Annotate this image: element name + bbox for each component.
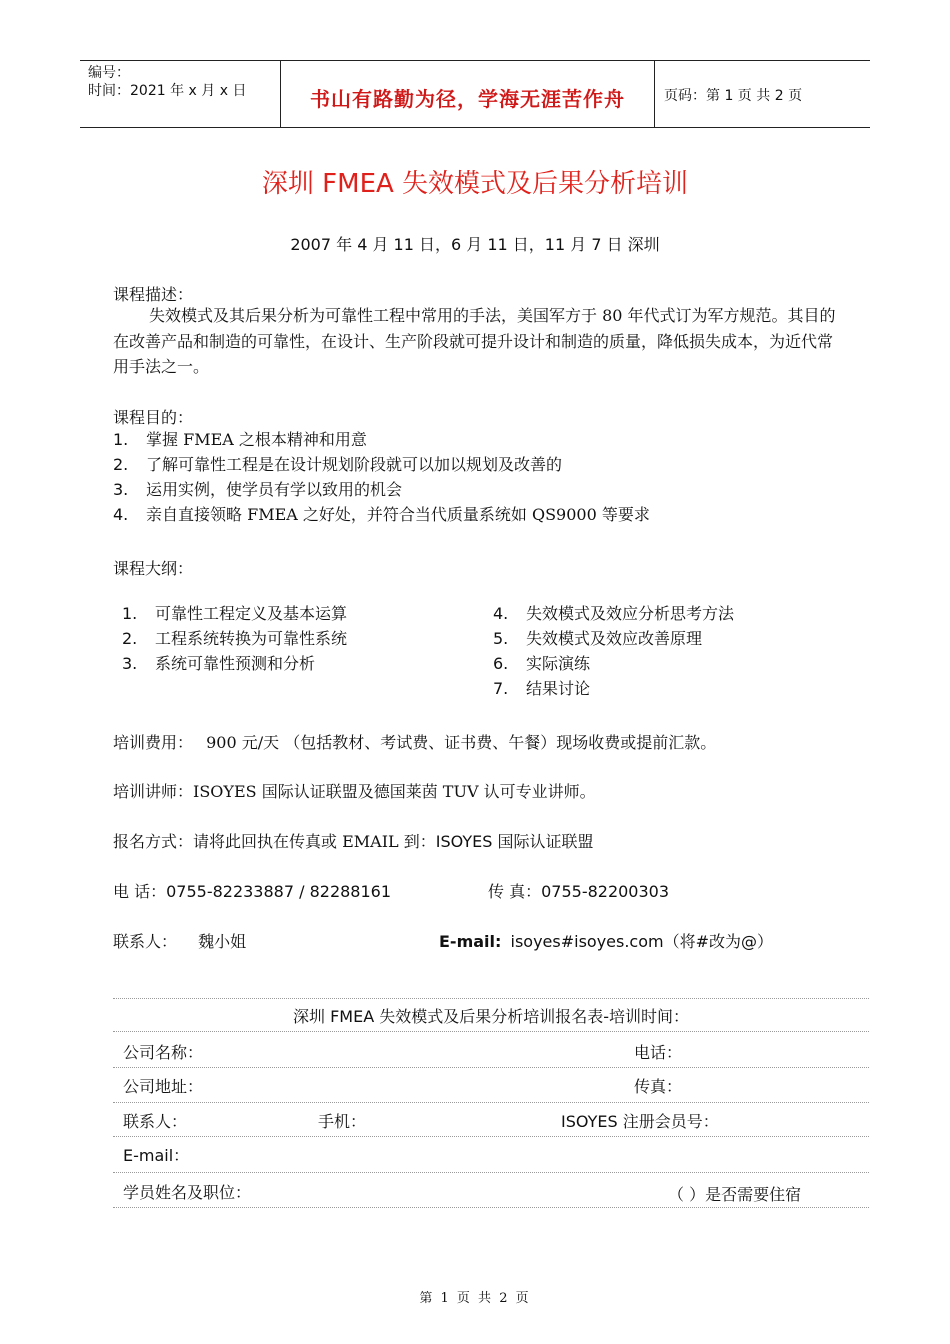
header-page-cell (655, 61, 870, 127)
form-lodging-checkbox[interactable]: （ ）是否需要住宿 (668, 1185, 802, 1204)
page-title: 深圳 FMEA 失效模式及后果分析培训 (261, 169, 689, 199)
form-divider (113, 1102, 869, 1103)
course-dates: 2007 年 4 月 11 日，6 月 11 日，11 月 7 日 深圳 (290, 235, 660, 254)
lecturer-line (113, 779, 596, 802)
outline-heading: 课程大纲： (113, 559, 194, 578)
list-item: 4. 失效模式及效应分析思考方法 (493, 604, 735, 623)
phone-label: 电 话： (113, 882, 167, 901)
list-item: 3. 系统可靠性预测和分析 (122, 654, 316, 673)
contact-value: 魏小姐 (198, 932, 247, 951)
form-member-number[interactable]: ISOYES 注册会员号： (561, 1112, 719, 1131)
header-meta-cell (80, 61, 281, 127)
outline-left-list (122, 601, 482, 676)
lecturer-value: ISOYES 国际认证联盟及德国莱茵 TUV 认可专业讲师。 (193, 782, 596, 801)
form-fax[interactable]: 传真： (634, 1077, 683, 1096)
phone-value: 0755-82233887 / 82288161 (166, 882, 392, 901)
form-title: 深圳 FMEA 失效模式及后果分析培训报名表-培训时间： (292, 1007, 689, 1026)
page-header (80, 60, 870, 128)
objectives-heading: 课程目的： (113, 408, 194, 427)
form-divider (113, 1172, 869, 1173)
form-email[interactable]: E-mail： (123, 1146, 190, 1165)
contact-label: 联系人： (113, 932, 178, 951)
fax-line (488, 879, 669, 902)
form-divider (113, 1207, 869, 1208)
list-item: 3. 运用实例，使学员有学以致用的机会 (113, 480, 403, 499)
serial-number-label: 编号： (88, 65, 130, 81)
form-company-address[interactable]: 公司地址： (123, 1077, 204, 1096)
signup-value: 请将此回执在传真或 EMAIL 到： (193, 832, 436, 851)
header-time: 时间：2021 年 x 月 x 日 (88, 83, 247, 99)
objectives-list (113, 427, 853, 527)
signup-org: ISOYES 国际认证联盟 (435, 832, 594, 851)
form-tel[interactable]: 电话： (634, 1043, 683, 1062)
list-item: 7. 结果讨论 (493, 679, 591, 698)
form-divider (113, 1031, 869, 1032)
phone-line (113, 879, 391, 902)
form-contact[interactable]: 联系人： (123, 1112, 188, 1131)
email-value[interactable]: isoyes#isoyes.com（将#改为@） (510, 932, 774, 951)
description-heading: 课程描述： (113, 285, 194, 304)
header-page-number: 页码：第 1 页 共 2 页 (664, 88, 803, 104)
list-item: 4. 亲自直接领略 FMEA 之好处，并符合当代质量系统如 QS9000 等要求 (113, 505, 650, 524)
email-label: E-mail: (439, 932, 502, 951)
form-students[interactable]: 学员姓名及职位： (123, 1183, 252, 1202)
fax-value: 0755-82200303 (541, 882, 670, 901)
list-item: 5. 失效模式及效应改善原理 (493, 629, 703, 648)
fee-line (113, 730, 716, 753)
outline-right-list (493, 601, 853, 701)
form-divider (113, 1067, 869, 1068)
fee-value: 900 元/天 （包括教材、考试费、证书费、午餐）现场收费或提前汇款。 (206, 733, 717, 752)
form-mobile[interactable]: 手机： (318, 1112, 367, 1131)
list-item: 2. 了解可靠性工程是在设计规划阶段就可以加以规划及改善的 (113, 455, 563, 474)
header-motto-cell (281, 61, 655, 127)
page-footer: 第 1 页 共 2 页 (419, 1291, 531, 1306)
email-line (439, 929, 773, 952)
list-item: 1. 掌握 FMEA 之根本精神和用意 (113, 430, 367, 449)
fax-label: 传 真： (488, 882, 542, 901)
list-item: 2. 工程系统转换为可靠性系统 (122, 629, 348, 648)
contact-line (113, 929, 246, 952)
signup-label: 报名方式： (113, 832, 194, 851)
description-text: 失效模式及其后果分析为可靠性工程中常用的手法，美国军方于 80 年代式订为军方规范。其目的在改善产品和制造的可靠性，在设计、生产阶段就可提升设计和制造的质量，降低损失成本，为近代常用手法之一。 (113, 306, 836, 376)
list-item: 6. 实际演练 (493, 654, 591, 673)
list-item: 1. 可靠性工程定义及基本运算 (122, 604, 348, 623)
form-divider (113, 998, 869, 999)
fee-label: 培训费用： (113, 733, 194, 752)
lecturer-label: 培训讲师： (113, 782, 194, 801)
form-divider (113, 1136, 869, 1137)
header-motto: 书山有路勤为径，学海无涯苦作舟 (310, 87, 625, 111)
signup-line (113, 829, 594, 852)
form-company-name[interactable]: 公司名称： (123, 1043, 204, 1062)
